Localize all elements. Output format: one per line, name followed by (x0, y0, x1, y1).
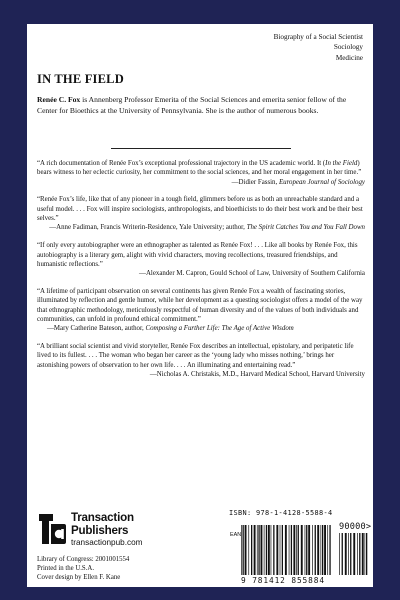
isbn-text: ISBN: 978-1-4128-5588-4 (229, 509, 333, 517)
blurb-fadiman (37, 195, 365, 232)
blurb-bateson (37, 287, 365, 334)
author-bio-text: is Annenberg Professor Emerita of the Social Sciences and emerita senior fellow of the Center for Bioethics at the University of Pennsylvania. She is the author of numerous books. (37, 95, 347, 115)
category-sociology: Sociology (333, 43, 363, 52)
blurb-capron (37, 241, 365, 278)
blurb-list (37, 159, 365, 388)
printed-in: Printed in the U.S.A. (37, 565, 95, 573)
publisher-url: transactionpub.com (71, 538, 143, 547)
blurb-text: “If only every autobiographer were an ethnographer as talented as Renée Fox! . . . Like all books by Renée Fox, this autobiography is a literary gem, alight with vivid characters, moving recollections, treasured friendships, and humanistic reflections.” (37, 242, 358, 268)
book-title: IN THE FIELD (37, 72, 124, 86)
blurb-text: “A lifetime of participant observation on several continents has given Renée Fox a wealth of fascinating stories, illuminated by reflection and gentle humor, while her development as a questing sociologist offers a model of the way that ethnographic methodology, meticulously respectful of human diversity and of the values of both individuals and communities, can unfold in profound ethical commitment.” (37, 287, 363, 323)
barcode-block (227, 509, 371, 585)
blurb-text: “A rich documentation of Renée Fox’s exceptional professional trajectory in the US academic world. It (In the Field) bears witness to her eclectic curiosity, her commitment to the social sciences, and her moral engagement in her time.” (37, 160, 362, 177)
blurb-text: “Renée Fox’s life, like that of any pioneer in a tough field, glimmers before us as both an unreachable standard and a useful model. . . . Fox will inspire sociologists, anthropologists, and bioethicists to do their best work and be their best selves.” (37, 196, 363, 223)
publisher-name-line2: Publishers (71, 524, 129, 537)
transaction-logo-icon (37, 512, 67, 546)
publisher-name-line1: Transaction (71, 511, 134, 524)
category-biography: Biography of a Social Scientist (273, 33, 363, 41)
library-of-congress: Library of Congress: 2001001554 (37, 556, 130, 563)
blurb-attribution: —Didier Fassin, European Journal of Sociology (231, 178, 365, 186)
blurb-attribution: —Mary Catherine Bateson, author, Composing a Further Life: The Age of Active Wisdom (47, 325, 294, 333)
author-bio (37, 95, 365, 116)
blurb-fassin (37, 159, 365, 187)
credits (37, 555, 129, 583)
ean-digits: 9 781412 855884 (241, 576, 325, 585)
blurb-attribution: —Alexander M. Capron, Gould School of Law, University of Southern California (139, 270, 365, 278)
blurb-christakis (37, 342, 365, 379)
price-code: 90000> (339, 522, 372, 532)
back-cover-panel (27, 24, 373, 587)
ean-label: EAN (230, 532, 242, 538)
cover-design: Cover design by Ellen F. Kane (37, 574, 121, 582)
category-list (274, 32, 363, 63)
blurb-attribution: —Anne Fadiman, Francis Writerin-Residence, Yale University; author, The Spirit Catches You and You Fall Down (49, 224, 365, 232)
blurb-text: “A brilliant social scientist and vivid storyteller, Renée Fox describes an intellectual, epistolary, and peripatetic life lived to its fullest. . . . The woman who began her career as the ‘young lady who misses nothing,’ brings her astonishing powers of observation to her own life. . . . An illuminating and entertaining read.” (37, 343, 354, 369)
blurb-attribution: —Nicholas A. Christakis, M.D., Harvard Medical School, Harvard University (149, 371, 365, 379)
divider-rule (111, 148, 291, 149)
author-name: Renée C. Fox (37, 95, 81, 104)
category-medicine: Medicine (335, 53, 363, 62)
publisher-logo (37, 510, 187, 550)
